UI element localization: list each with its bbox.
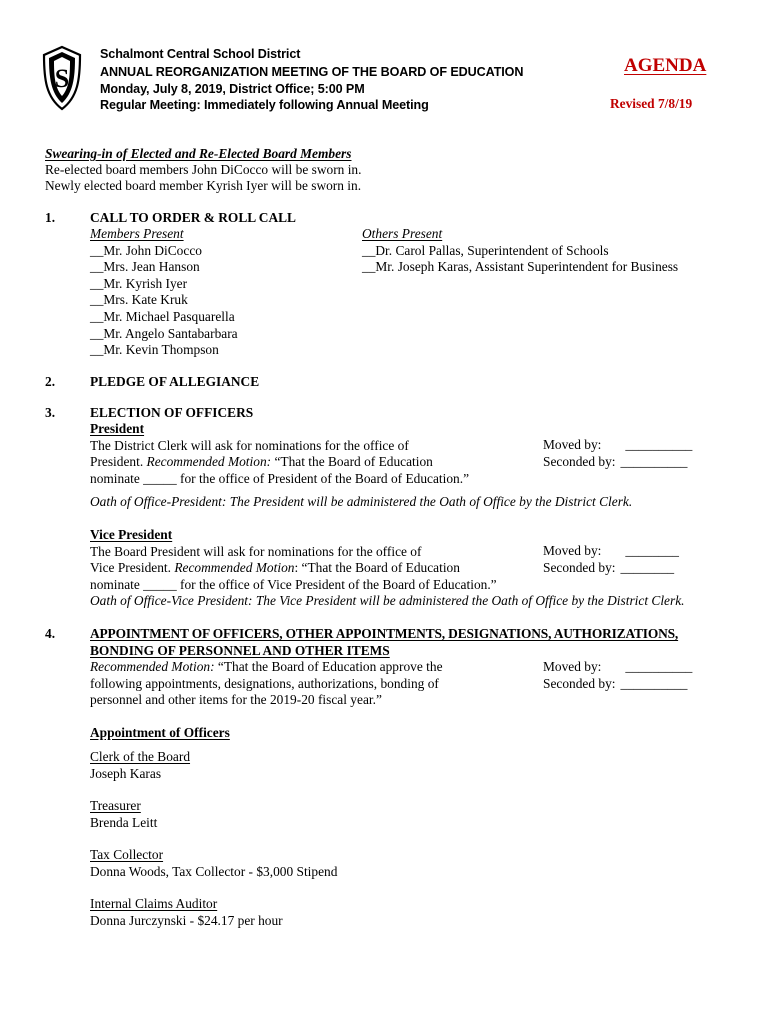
others-present-heading: Others Present [362, 226, 443, 241]
item-4-motion-signoff [543, 659, 692, 692]
district-name: Schalmont Central School District [100, 47, 301, 61]
appointment-role: Treasurer [90, 798, 141, 813]
other-entry: __Dr. Carol Pallas, Superintendent of Schools [362, 242, 609, 258]
member-entry: __Mr. Kevin Thompson [90, 342, 219, 358]
member-entry: __Mr. Michael Pasquarella [90, 308, 235, 324]
others-present-list [362, 226, 678, 276]
item-4-title-line-2: BONDING OF PERSONNEL AND OTHER ITEMS [90, 642, 390, 658]
vice-president-line-1: The Board President will ask for nominations for the office of [90, 543, 422, 559]
item-2-title: PLEDGE OF ALLEGIANCE [90, 374, 260, 389]
seconded-by-blank: __________ [620, 675, 688, 691]
item-3-number: 3. [45, 405, 56, 420]
president-line-1: The District Clerk will ask for nominations for the office of [90, 437, 409, 453]
moved-by-label: Moved by: [543, 543, 602, 558]
item-3-title: ELECTION OF OFFICERS [90, 405, 254, 420]
president-oath: Oath of Office-President: The President will be administered the Oath of Office by the District Clerk. [90, 494, 633, 509]
member-entry: __Mrs. Jean Hanson [90, 259, 200, 275]
seconded-by-label: Seconded by: [543, 559, 616, 575]
president-line-2: President. Recommended Motion: “That the Board of Education [90, 454, 433, 470]
vice-president-motion-signoff [543, 543, 679, 576]
moved-by-blank: ________ [625, 543, 679, 558]
item-1-number: 1. [45, 210, 56, 225]
seconded-by-blank: __________ [620, 453, 688, 469]
appointment-treasurer [90, 798, 157, 831]
vice-president-line-2: Vice President. Recommended Motion: “That the Board of Education [90, 560, 460, 576]
member-entry: __Mr. Kyrish Iyer [90, 275, 188, 291]
swearing-in-heading: Swearing-in of Elected and Re-Elected Board Members [45, 146, 352, 161]
revised-date: Revised 7/8/19 [610, 96, 693, 111]
president-section [90, 421, 469, 487]
moved-by-blank: __________ [625, 659, 693, 674]
item-4-number: 4. [45, 626, 56, 641]
seconded-by-label: Seconded by: [543, 453, 616, 469]
meeting-datetime: Monday, July 8, 2019, District Office; 5:00 PM [100, 82, 365, 96]
item-4-motion-line-3: personnel and other items for the 2019-20 fiscal year.” [90, 692, 382, 708]
members-present-heading: Members Present [90, 226, 184, 241]
appointment-role: Clerk of the Board [90, 749, 191, 764]
appointment-claims-auditor [90, 896, 283, 929]
district-logo-shield [40, 45, 84, 111]
item-1-title: CALL TO ORDER & ROLL CALL [90, 210, 296, 225]
svg-text:S: S [54, 64, 70, 93]
other-entry: __Mr. Joseph Karas, Assistant Superintendent for Business [362, 259, 679, 275]
meeting-title: ANNUAL REORGANIZATION MEETING OF THE BOARD OF EDUCATION [100, 65, 524, 79]
moved-by-label: Moved by: [543, 659, 602, 674]
vice-president-oath: Oath of Office-Vice President: The Vice President will be administered the Oath of Office by the District Clerk. [90, 593, 685, 609]
swearing-in-line-1: Re-elected board members John DiCocco will be sworn in. [45, 162, 362, 177]
regular-meeting-note: Regular Meeting: Immediately following Annual Meeting [100, 98, 429, 112]
appointment-person: Donna Jurczynski - $24.17 per hour [90, 912, 283, 928]
appointment-role: Tax Collector [90, 847, 164, 862]
item-4-motion-line-2: following appointments, designations, authorizations, bonding of [90, 675, 439, 691]
president-heading: President [90, 421, 145, 436]
members-present-list [90, 226, 238, 359]
appointment-person: Donna Woods, Tax Collector - $3,000 Stipend [90, 863, 338, 879]
member-entry: __Mr. Angelo Santabarbara [90, 325, 238, 341]
item-4-title-line-1: APPOINTMENT OF OFFICERS, OTHER APPOINTMENTS, DESIGNATIONS, AUTHORIZATIONS, [90, 626, 679, 641]
appointment-tax-collector [90, 847, 337, 880]
appointment-person: Brenda Leitt [90, 814, 158, 830]
vice-president-heading: Vice President [90, 527, 173, 542]
appointment-role: Internal Claims Auditor [90, 896, 218, 911]
item-2-number: 2. [45, 374, 56, 389]
vice-president-line-3: nominate _____ for the office of Vice President of the Board of Education.” [90, 576, 497, 592]
appointment-of-officers-heading: Appointment of Officers [90, 725, 230, 740]
president-motion-signoff [543, 437, 692, 470]
seconded-by-blank: ________ [620, 559, 675, 575]
moved-by-label: Moved by: [543, 437, 602, 452]
member-entry: __Mrs. Kate Kruk [90, 292, 188, 308]
member-entry: __Mr. John DiCocco [90, 242, 202, 258]
item-4-motion-line-1: Recommended Motion: “That the Board of Education approve the [90, 659, 443, 675]
moved-by-blank: __________ [625, 437, 693, 452]
agenda-title: AGENDA [624, 55, 707, 76]
swearing-in-line-2: Newly elected board member Kyrish Iyer will be sworn in. [45, 178, 362, 193]
president-line-3: nominate _____ for the office of President of the Board of Education.” [90, 470, 470, 486]
appointment-person: Joseph Karas [90, 765, 162, 781]
appointment-clerk [90, 749, 190, 782]
seconded-by-label: Seconded by: [543, 675, 616, 691]
